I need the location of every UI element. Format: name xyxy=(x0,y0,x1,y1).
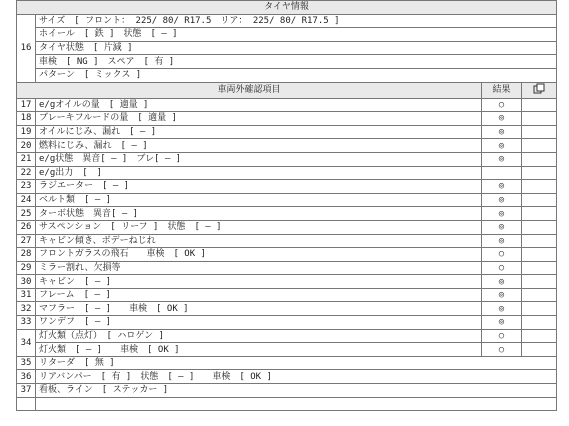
row-number: 29 xyxy=(17,261,36,275)
check-item-text: ラジエーター [ — ] xyxy=(36,180,482,194)
result-mark: ○ xyxy=(482,98,522,112)
tire-info-row xyxy=(17,28,557,42)
result-mark: ○ xyxy=(482,248,522,262)
tire-info-text: 車検 [ NG ] スペア [ 有 ] xyxy=(36,55,557,69)
blank-cell xyxy=(522,207,557,221)
check-row xyxy=(17,288,557,302)
blank-cell xyxy=(522,248,557,262)
check-row xyxy=(17,261,557,275)
blank-cell xyxy=(522,125,557,139)
blank-cell xyxy=(522,288,557,302)
check-row xyxy=(17,248,557,262)
blank-cell xyxy=(522,166,557,180)
blank-cell xyxy=(522,193,557,207)
check-item-text: ターボ状態 異音[ — ] xyxy=(36,207,482,221)
result-mark: ◎ xyxy=(482,139,522,153)
result-header: 結果 xyxy=(482,82,522,98)
blank-cell xyxy=(522,112,557,126)
row-number: 24 xyxy=(17,193,36,207)
check-row xyxy=(17,112,557,126)
row-number: 19 xyxy=(17,125,36,139)
result-mark: ◎ xyxy=(482,302,522,316)
check-item-text: e/gオイルの量 [ 適量 ] xyxy=(36,98,482,112)
check-item-text: サスペンション [ リーフ ] 状態 [ — ] xyxy=(36,220,482,234)
check-row xyxy=(17,343,557,357)
blank-cell xyxy=(522,220,557,234)
row-number: 30 xyxy=(17,275,36,289)
tire-info-text: サイズ [ フロント： 225/ 80/ R17.5 リア： 225/ 80/ R17.5 ] xyxy=(36,14,557,28)
row-number: 35 xyxy=(17,356,36,370)
result-mark: ◎ xyxy=(482,125,522,139)
result-mark: ◎ xyxy=(482,207,522,221)
blank-cell xyxy=(522,302,557,316)
check-item-text: オイルにじみ、漏れ [ — ] xyxy=(36,125,482,139)
check-row xyxy=(17,207,557,221)
blank-cell xyxy=(522,98,557,112)
check-row xyxy=(17,139,557,153)
check-row xyxy=(17,166,557,180)
row-number: 22 xyxy=(17,166,36,180)
check-item-text: フロントガラスの飛石 車検 [ OK ] xyxy=(36,248,482,262)
row-number: 27 xyxy=(17,234,36,248)
result-mark: ◎ xyxy=(482,316,522,330)
row-number: 33 xyxy=(17,316,36,330)
result-mark: ◎ xyxy=(482,234,522,248)
check-item-text: フレーム [ — ] xyxy=(36,288,482,302)
check-row xyxy=(17,98,557,112)
row-number: 36 xyxy=(17,370,36,384)
row-number: 37 xyxy=(17,384,36,398)
inspection-sheet xyxy=(16,0,556,426)
result-mark: ◎ xyxy=(482,152,522,166)
row-number: 20 xyxy=(17,139,36,153)
check-item-text: ベルト類 [ — ] xyxy=(36,193,482,207)
tire-info-row xyxy=(17,68,557,82)
tire-section-title: タイヤ情報 xyxy=(17,1,557,15)
check-row xyxy=(17,152,557,166)
row-number: 23 xyxy=(17,180,36,194)
copy-icon[interactable] xyxy=(522,82,557,98)
check-row xyxy=(17,193,557,207)
result-mark xyxy=(482,166,522,180)
result-mark: ◎ xyxy=(482,193,522,207)
row-number: 32 xyxy=(17,302,36,316)
tire-info-text: ホイール [ 鉄 ] 状態 [ — ] xyxy=(36,28,557,42)
blank-cell xyxy=(522,329,557,343)
check-row xyxy=(17,220,557,234)
check-row xyxy=(17,329,557,343)
tire-info-text: タイヤ状態 [ 片減 ] xyxy=(36,41,557,55)
blank-cell xyxy=(522,180,557,194)
result-mark: ◎ xyxy=(482,220,522,234)
check-row xyxy=(17,384,557,398)
check-item-text: 灯火類 [ — ] 車検 [ OK ] xyxy=(36,343,482,357)
row-number xyxy=(17,397,36,411)
result-mark: ◎ xyxy=(482,275,522,289)
result-mark: ○ xyxy=(482,261,522,275)
result-mark: ◎ xyxy=(482,288,522,302)
check-item-text: ワンデフ [ — ] xyxy=(36,316,482,330)
check-row xyxy=(17,275,557,289)
inspection-table xyxy=(16,0,557,411)
row-number: 26 xyxy=(17,220,36,234)
result-mark: ◎ xyxy=(482,180,522,194)
check-item-text: キャビン [ — ] xyxy=(36,275,482,289)
row-number: 34 xyxy=(17,329,36,356)
blank-cell xyxy=(522,261,557,275)
check-row xyxy=(17,302,557,316)
check-row xyxy=(17,125,557,139)
blank-cell xyxy=(522,275,557,289)
row-number: 18 xyxy=(17,112,36,126)
result-mark: ○ xyxy=(482,343,522,357)
check-item-text: 灯火類（点灯） [ ハロゲン ] xyxy=(36,329,482,343)
check-item-text: リターダ [ 無 ] xyxy=(36,356,557,370)
result-mark: ○ xyxy=(482,329,522,343)
check-item-text: キャビン傾き、ボデーねじれ xyxy=(36,234,482,248)
check-row xyxy=(17,316,557,330)
check-item-text: e/g状態 異音[ — ] ブレ[ — ] xyxy=(36,152,482,166)
blank-cell xyxy=(522,234,557,248)
row-number: 17 xyxy=(17,98,36,112)
check-item-text xyxy=(36,397,557,411)
check-row xyxy=(17,180,557,194)
row-number: 28 xyxy=(17,248,36,262)
check-item-text: 燃料にじみ、漏れ [ — ] xyxy=(36,139,482,153)
row-number: 25 xyxy=(17,207,36,221)
result-mark: ◎ xyxy=(482,112,522,126)
tire-info-row xyxy=(17,14,557,28)
check-item-text: e/g出力 [ ] xyxy=(36,166,482,180)
check-item-text: ミラー割れ、欠損等 xyxy=(36,261,482,275)
check-item-text: 看板、ライン [ ステッカー ] xyxy=(36,384,557,398)
check-item-text: リアバンパー [ 有 ] 状態 [ — ] 車検 [ OK ] xyxy=(36,370,557,384)
check-row xyxy=(17,370,557,384)
check-row xyxy=(17,234,557,248)
check-item-text: ブレーキフルードの量 [ 適量 ] xyxy=(36,112,482,126)
tire-info-row xyxy=(17,55,557,69)
tire-info-row xyxy=(17,41,557,55)
blank-cell xyxy=(522,152,557,166)
row-number: 16 xyxy=(17,14,36,82)
blank-cell xyxy=(522,316,557,330)
check-row xyxy=(17,356,557,370)
check-item-text: マフラー [ — ] 車検 [ OK ] xyxy=(36,302,482,316)
tire-info-text: パターン [ ミックス ] xyxy=(36,68,557,82)
blank-cell xyxy=(522,343,557,357)
row-number: 31 xyxy=(17,288,36,302)
row-number: 21 xyxy=(17,152,36,166)
blank-cell xyxy=(522,139,557,153)
check-section-title: 車両外確認項目 xyxy=(17,82,482,98)
